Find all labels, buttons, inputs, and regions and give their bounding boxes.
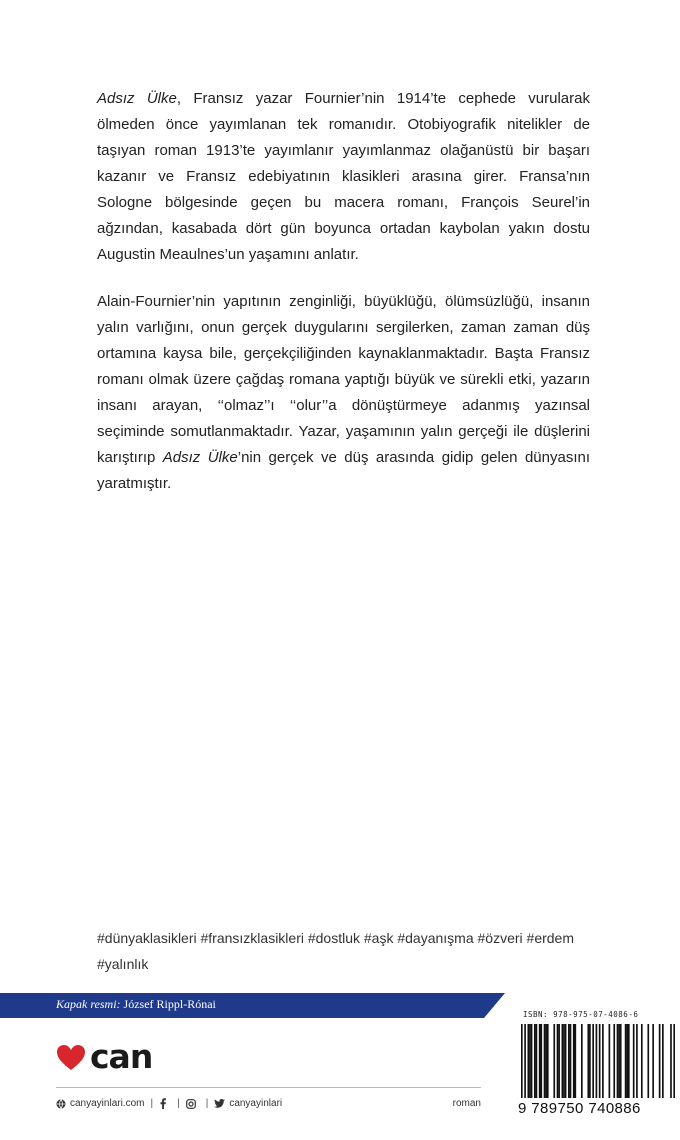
website-link[interactable]: canyayinlari.com	[70, 1098, 145, 1109]
isbn-text: ISBN: 978-975-07-4086-6	[523, 1010, 639, 1019]
separator: |	[177, 1098, 180, 1109]
blurb-text: Alain-Fournier’nin yapıtının zenginliği, büyüklüğü, ölümsüzlüğü, insanın yalın varlığını, onun gerçek duygularını sergilerken, zaman zaman düş ortamına kaysa bile, gerçekçiliğinden kaynaklanmaktadır. Başta Fransız romanı olmak üzere çağdaş romana yaptığı büyük ve sürekli etki, yazarın insanı arayan, ‘‘olmaz’’ı ‘‘olur’’a dönüştürmeye adanmış yazınsal seçiminde somutlanmaktadır. Yazar, yaşamının yalın gerçeği ile düşlerini karıştırıp	[97, 293, 590, 466]
isbn-barcode	[521, 1024, 675, 1098]
cover-credit-label: Kapak resmi:	[56, 997, 121, 1011]
instagram-icon[interactable]	[186, 1099, 196, 1109]
publisher-logo	[56, 1037, 153, 1076]
social-handle[interactable]: canyayinlari	[229, 1098, 283, 1109]
blurb-paragraph-2	[97, 289, 590, 497]
blurb-paragraph-1	[97, 86, 590, 268]
facebook-icon[interactable]	[159, 1098, 167, 1109]
cover-credit	[56, 997, 216, 1012]
barcode-digits: 9 789750 740886	[518, 1100, 641, 1117]
blurb-text: , Fransız yazar Fournier’nin 1914’te cephede vurularak ölmeden önce yayımlanan tek romanıdır. Otobiyografik nitelikler de taşıyan roman 1913’te yayımlanır yayımlanmaz olağanüstü bir başarı kazanır ve Fransız edebiyatının klasikleri arasına girer. Fransa’nın Sologne bölgesinde geçen bu macera romanı, François Seurel’in ağzından, kasabada dört gün boyunca ortadan kaybolan yakın dostu Augustin Meaulnes’un yaşamını anlatır.	[97, 90, 590, 263]
publisher-logo-word: can	[90, 1037, 153, 1076]
book-title-italic: Adsız Ülke	[162, 449, 238, 466]
cover-credit-band	[0, 993, 505, 1018]
globe-icon	[56, 1099, 66, 1109]
heart-logo-icon	[56, 1044, 86, 1071]
cover-credit-artist: József Rippl-Rónai	[123, 997, 216, 1011]
genre-label: roman	[452, 1098, 481, 1109]
separator: |	[205, 1098, 209, 1109]
twitter-icon[interactable]	[214, 1099, 225, 1108]
separator: |	[150, 1098, 154, 1109]
book-title-italic: Adsız Ülke	[97, 90, 177, 107]
back-cover-blurb	[97, 86, 590, 518]
publisher-footer	[56, 1098, 481, 1109]
hashtags: #dünyaklasikleri #fransızklasikleri #dostluk #aşk #dayanışma #özveri #erdem #yalınlık	[97, 930, 575, 972]
blurb-text: ’nin gerçek ve düş arasında gidip gelen dünyasını yaratmıştır.	[97, 449, 590, 492]
footer-divider	[56, 1087, 481, 1088]
